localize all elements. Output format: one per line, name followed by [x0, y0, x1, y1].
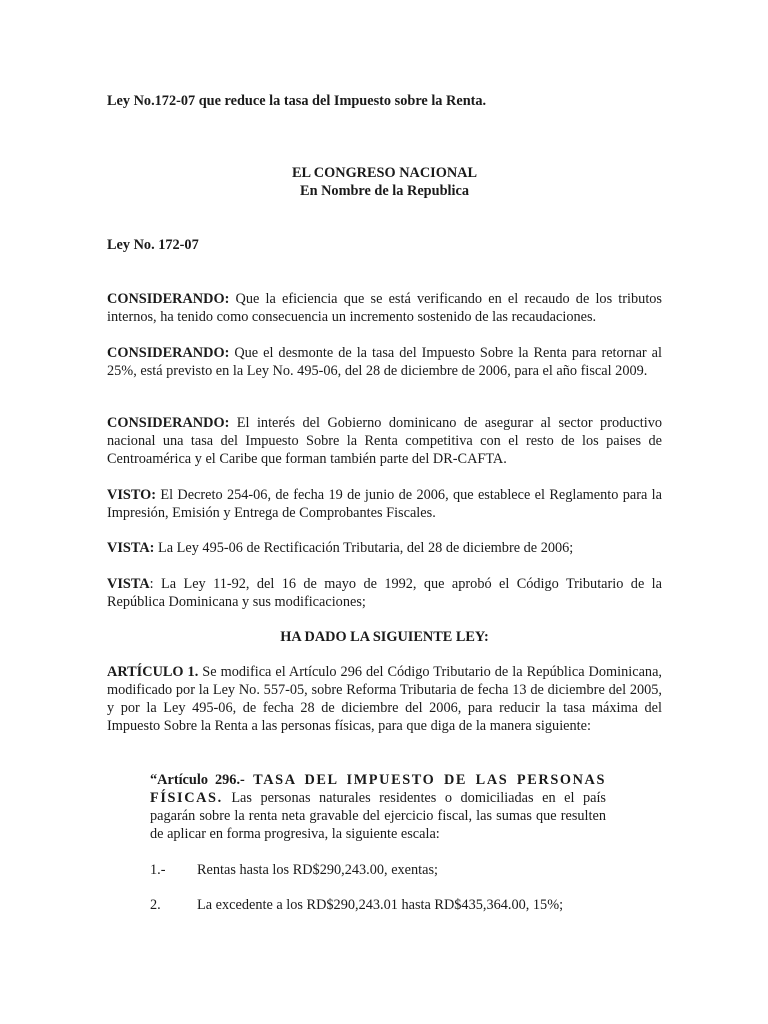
ha-dado-heading: HA DADO LA SIGUIENTE LEY: [280, 629, 489, 645]
considerando-2: CONSIDERANDO: Que el desmonte de la tasa del Impuesto Sobre la Renta para retornar al 25%, está previsto en la Ley No. 495-06, del 28 de diciembre de 2006, para el año fiscal 2009. [107, 345, 662, 379]
law-number: Ley No. 172-07 [107, 237, 199, 253]
escala-item-1-number: 1.- [150, 862, 166, 878]
considerando-3: CONSIDERANDO: El interés del Gobierno dominicano de asegurar al sector productivo nacional una tasa del Impuesto Sobre la Renta competitiva con el resto de los paises de Centroamérica y el Caribe que forman también parte del DR-CAFTA. [107, 415, 662, 467]
considerando-1: CONSIDERANDO: Que la eficiencia que se está verificando en el recaudo de los tributos internos, ha tenido como consecuencia un incremento sostenido de las recaudaciones. [107, 291, 662, 325]
visto: VISTO: El Decreto 254-06, de fecha 19 de junio de 2006, que establece el Reglamento para la Impresión, Emisión y Entrega de Comprobantes Fiscales. [107, 487, 662, 521]
articulo-1: ARTÍCULO 1. Se modifica el Artículo 296 del Código Tributario de la República Dominicana, modificado por la Ley No. 557-05, sobre Reforma Tributaria de fecha 13 de diciembre del 2005, y por la Ley 495-06, de fecha 28 de diciembre del 2006, para reducir la tasa máxima del Impuesto Sobre la Renta a las personas físicas, para que diga de la manera siguiente: [107, 664, 662, 734]
escala-item-1-text: Rentas hasta los RD$290,243.00, exentas; [197, 862, 439, 878]
document-title: Ley No.172-07 que reduce la tasa del Impuesto sobre la Renta. [107, 93, 487, 109]
vista-1: VISTA: La Ley 495-06 de Rectificación Tributaria, del 28 de diciembre de 2006; [107, 540, 574, 556]
articulo-296: “Artículo 296.- TASA DEL IMPUESTO DE LAS PERSONAS FÍSICAS. Las personas naturales residentes o domiciliadas en el país pagarán sobre la renta neta gravable del ejercicio fiscal, las sumas que resulten de aplicar en forma progresiva, la siguiente escala: [150, 772, 607, 842]
escala-item-2-text: La excedente a los RD$290,243.01 hasta RD$435,364.00, 15%; [197, 897, 564, 913]
congress-heading: EL CONGRESO NACIONAL [291, 165, 478, 181]
escala-item-2-number: 2. [150, 897, 161, 913]
vista-2: VISTA: La Ley 11-92, del 16 de mayo de 1992, que aprobó el Código Tributario de la República Dominicana y sus modificaciones; [107, 576, 662, 610]
in-name-heading: En Nombre de la Republica [300, 183, 469, 199]
